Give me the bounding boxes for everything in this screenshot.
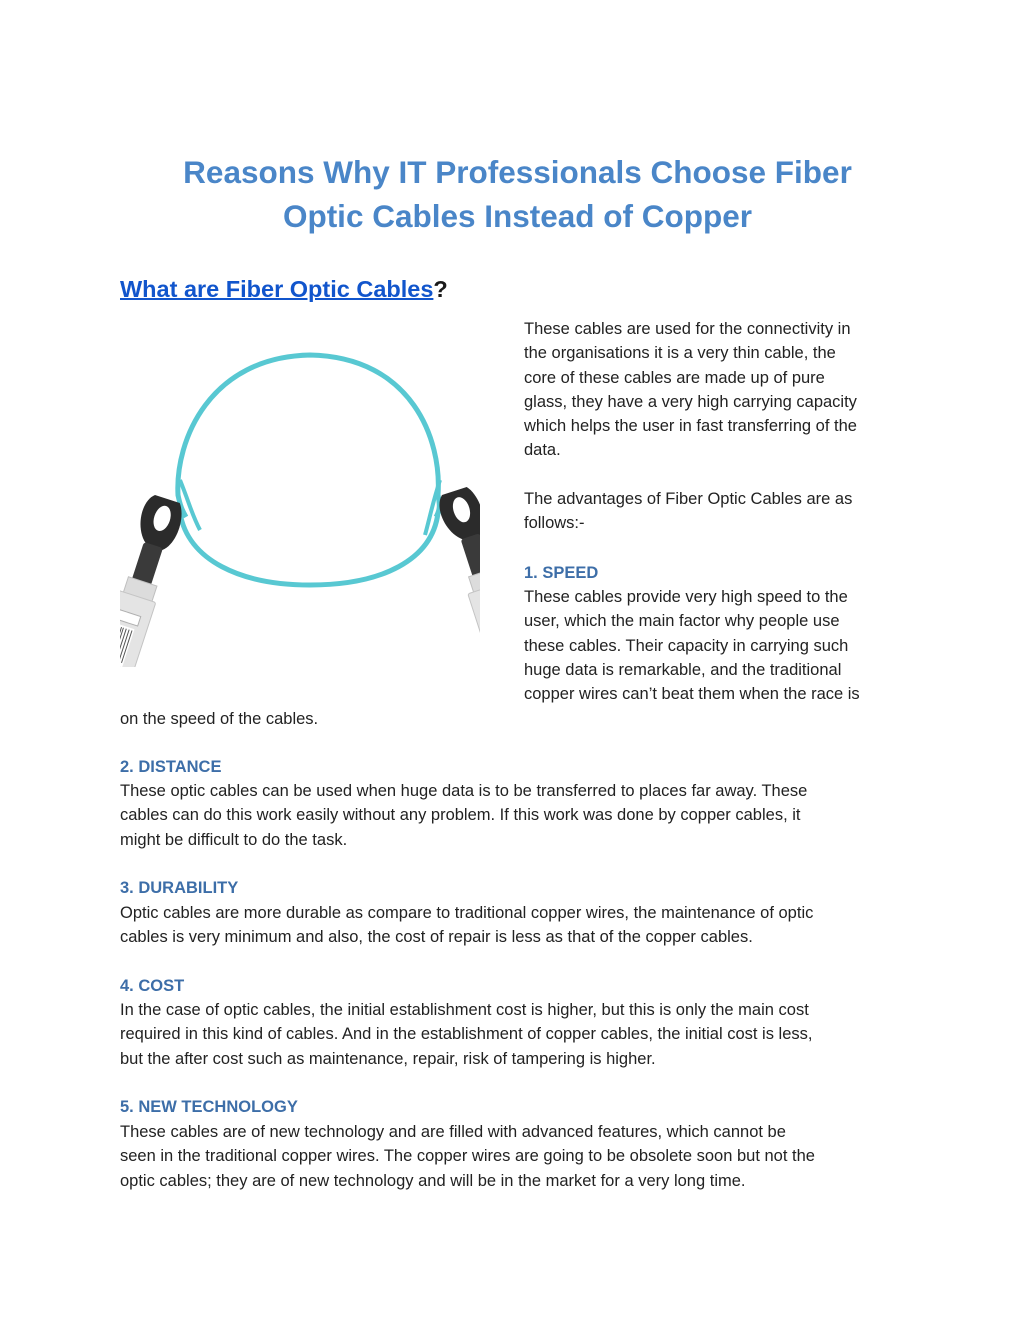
text-line: glass, they have a very high carrying capacity [524, 392, 857, 411]
text-line: user, which the main factor why people use [524, 612, 840, 631]
speed-paragraph-end: on the speed of the cables. [120, 710, 319, 728]
text-line: These cables are of new technology and are filled with advanced features, which cannot be [120, 1123, 786, 1141]
text-line: these cables. Their capacity in carrying such [524, 636, 849, 655]
text-line: follows:- [524, 514, 585, 533]
text-line: but the after cost such as maintenance, repair, risk of tampering is higher. [120, 1049, 656, 1068]
text-line: The advantages of Fiber Optic Cables are as [524, 490, 853, 508]
durability-heading: 3. DURABILITY [120, 879, 239, 897]
title-line-2: Optic Cables Instead of Copper [282, 198, 753, 234]
text-line: huge data is remarkable, and the traditional [524, 660, 842, 679]
fiber-optic-cable-illustration [120, 345, 480, 667]
text-line: cables is very minimum and also, the cost of repair is less as that of the copper cables. [120, 928, 753, 947]
heading-suffix: ? [433, 276, 448, 302]
cable-icon [120, 345, 480, 667]
text-line: which helps the user in fast transferring of the [524, 417, 857, 436]
advantages-intro [524, 487, 909, 536]
text-line: seen in the traditional copper wires. The copper wires are going to be obsolete soon but not the [120, 1147, 815, 1166]
text-line: These cables are used for the connectivity in [524, 320, 851, 338]
cost-paragraph [120, 998, 910, 1071]
technology-heading: 5. NEW TECHNOLOGY [120, 1098, 298, 1116]
fiber-optic-link[interactable]: What are Fiber Optic Cables [120, 276, 434, 302]
durability-paragraph [120, 901, 910, 950]
distance-heading: 2. DISTANCE [120, 758, 222, 776]
technology-paragraph [120, 1120, 910, 1193]
text-line: Optic cables are more durable as compare to traditional copper wires, the maintenance of optic [120, 904, 814, 922]
distance-paragraph [120, 779, 910, 852]
text-line: cables can do this work easily without any problem. If this work was done by copper cables, it [120, 806, 801, 825]
text-line: core of these cables are made up of pure [524, 368, 825, 387]
text-line: might be difficult to do the task. [120, 830, 348, 849]
section-heading-what-are [120, 274, 448, 304]
title-line-1: Reasons Why IT Professionals Choose Fiber [183, 154, 852, 190]
speed-heading: 1. SPEED [524, 564, 599, 582]
text-line: These optic cables can be used when huge data is to be transferred to places far away. These [120, 782, 808, 800]
text-line: required in this kind of cables. And in the establishment of copper cables, the initial cost is less, [120, 1025, 813, 1044]
page-title [120, 150, 915, 238]
text-line: the organisations it is a very thin cable, the [524, 344, 836, 363]
speed-paragraph [524, 585, 909, 706]
intro-paragraph [524, 317, 909, 463]
text-line: In the case of optic cables, the initial establishment cost is higher, but this is only the main cost [120, 1001, 809, 1019]
text-line: These cables provide very high speed to the [524, 588, 848, 606]
text-line: optic cables; they are of new technology and will be in the market for a very long time. [120, 1171, 746, 1190]
text-line: data. [524, 441, 561, 460]
text-line: copper wires can’t beat them when the race is [524, 685, 860, 704]
cost-heading: 4. COST [120, 977, 185, 995]
